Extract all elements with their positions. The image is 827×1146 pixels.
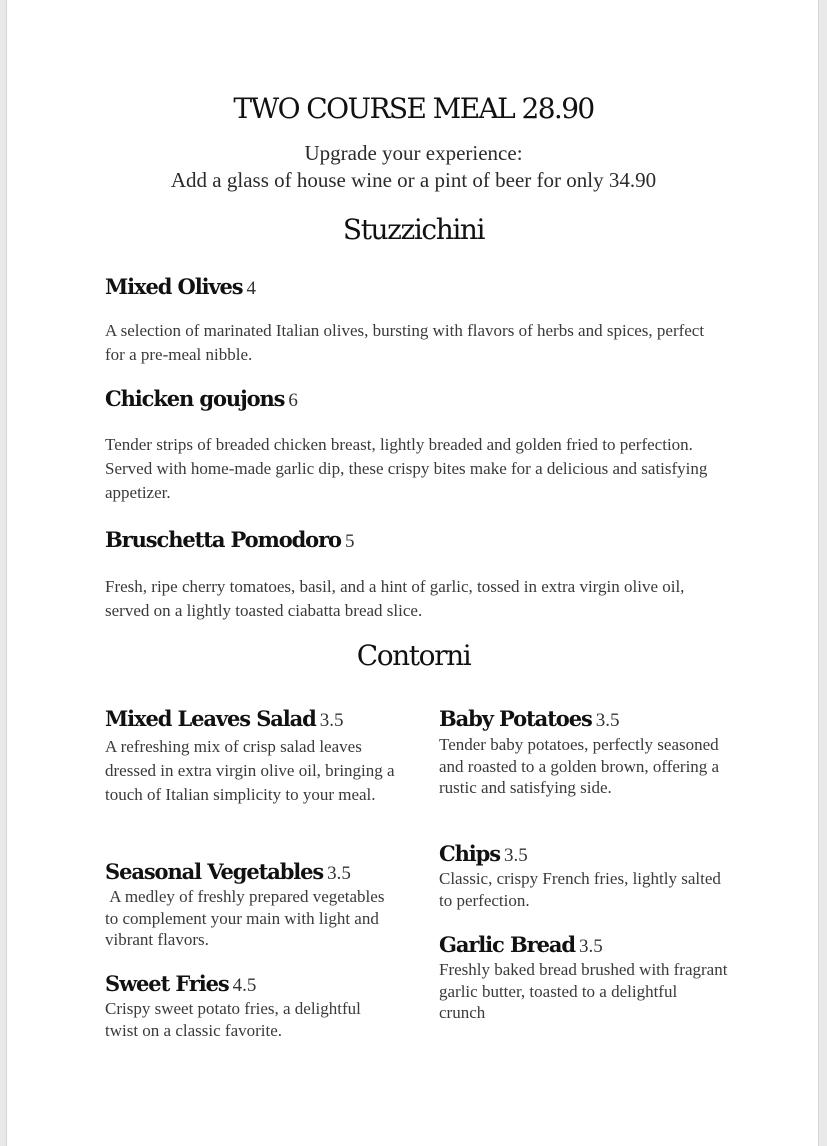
item-price: 3.5: [578, 936, 603, 957]
menu-page: [6, 0, 819, 1146]
item-name: Baby Potatoes: [439, 706, 592, 731]
item-description: Freshly baked bread brushed with fragrant garlic butter, toasted to a delightful crunch: [439, 960, 732, 1022]
item-description: Tender baby potatoes, perfectly seasoned and roasted to a golden brown, offering a rustic and satisfying side.: [439, 735, 720, 797]
item-description: A refreshing mix of crisp salad leaves dressed in extra virgin olive oil, bringing a touch of Italian simplicity to your meal.: [105, 737, 395, 804]
item-name: Seasonal Vegetables: [105, 859, 324, 884]
menu-item-heading: [105, 527, 354, 553]
menu-item-heading: [439, 932, 603, 958]
menu-item-heading: [105, 971, 256, 997]
menu-item-heading: [439, 706, 619, 732]
upgrade-subtitle: Upgrade your experience:: [304, 141, 523, 165]
menu-item-heading: [105, 859, 351, 885]
item-description: A medley of freshly prepared vegetables to complement your main with light and vibrant flavors.: [105, 887, 389, 949]
section-heading-contorni: Contorni: [356, 639, 471, 672]
menu-item-heading: [105, 706, 344, 732]
menu-title: TWO COURSE MEAL 28.90: [233, 92, 594, 125]
item-description: Classic, crispy French fries, lightly salted to perfection.: [439, 869, 721, 910]
section-heading-stuzzichini: Stuzzichini: [342, 213, 485, 246]
item-name: Chips: [439, 841, 500, 866]
item-description: Fresh, ripe cherry tomatoes, basil, and a hint of garlic, tossed in extra virgin olive oil, served on a lightly toasted ciabatta bread slice.: [105, 577, 685, 620]
menu-item-heading: [105, 274, 256, 300]
item-price: 3.5: [327, 863, 351, 884]
item-price: 4.5: [232, 975, 257, 996]
item-price: 4: [246, 278, 257, 299]
item-name: Bruschetta Pomodoro: [105, 527, 341, 552]
item-name: Sweet Fries: [105, 971, 229, 996]
item-name: Mixed Olives: [105, 274, 243, 299]
menu-item-heading: [105, 386, 298, 412]
item-name: Garlic Bread: [439, 932, 575, 957]
item-price: 3.5: [595, 710, 620, 731]
item-price: 6: [288, 390, 298, 411]
item-name: Chicken goujons: [105, 386, 285, 411]
item-description: Tender strips of breaded chicken breast, lightly breaded and golden fried to perfection. Served with home-made garlic dip, these crispy bites make for a delicious and satisfying appetizer.: [105, 435, 708, 502]
menu-item-heading: [439, 841, 528, 867]
item-price: 5: [344, 531, 355, 552]
item-price: 3.5: [503, 845, 528, 866]
item-price: 3.5: [319, 710, 344, 731]
item-name: Mixed Leaves Salad: [105, 706, 316, 731]
item-description: Crispy sweet potato fries, a delightful twist on a classic favorite.: [105, 999, 361, 1040]
item-description: A selection of marinated Italian olives, bursting with flavors of herbs and spices, perfect for a pre-meal nibble.: [105, 321, 705, 364]
upgrade-offer: Add a glass of house wine or a pint of beer for only 34.90: [170, 168, 657, 192]
